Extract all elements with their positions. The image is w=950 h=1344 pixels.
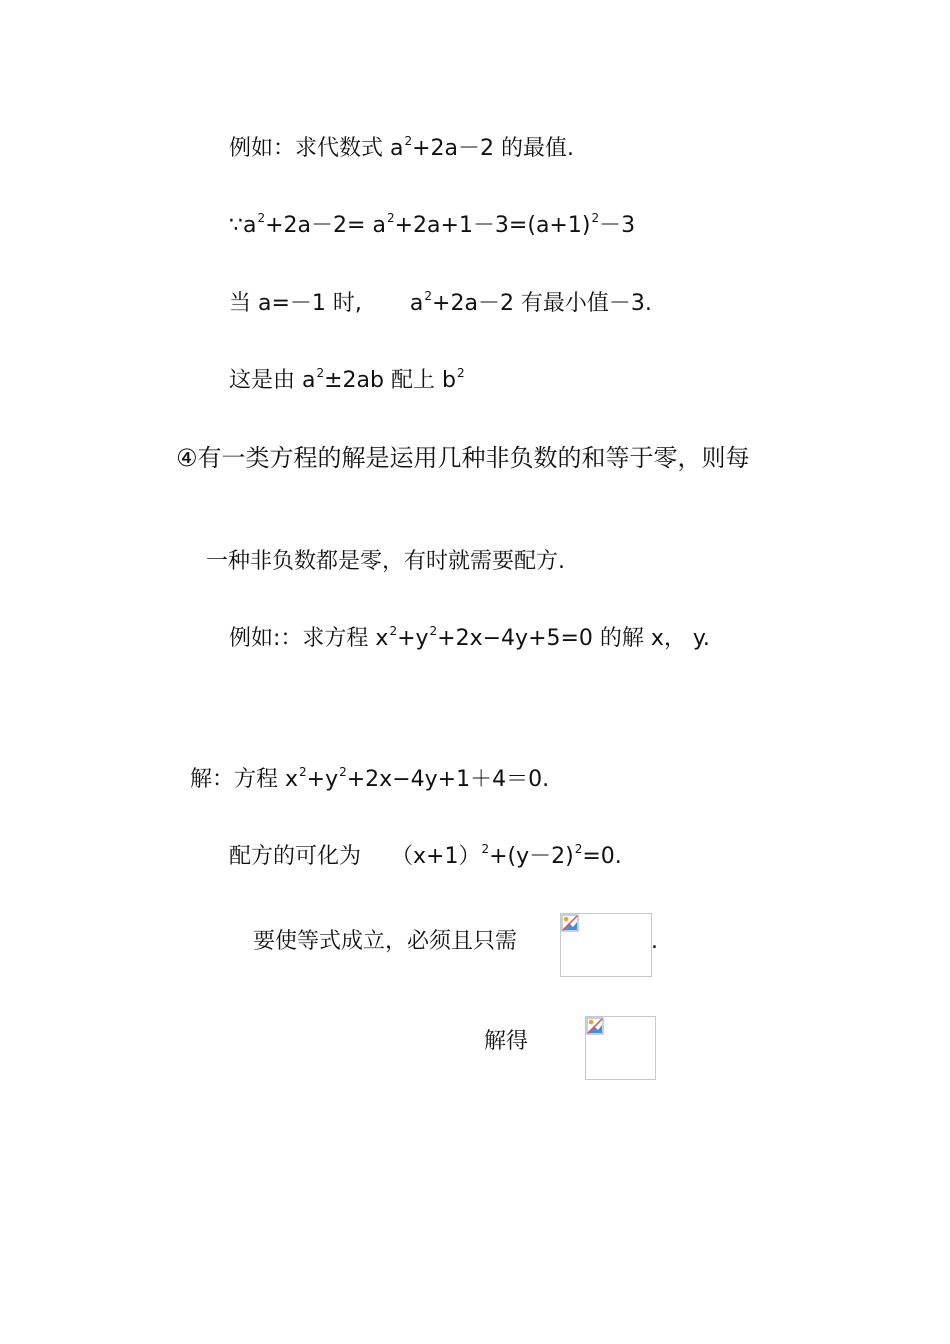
text: +y bbox=[306, 767, 339, 792]
text: 当 a=－1 时, bbox=[229, 291, 362, 316]
text: =0. bbox=[582, 844, 622, 869]
text: 例如:：求方程 x bbox=[229, 626, 389, 651]
text: ∵a bbox=[229, 213, 257, 238]
superscript: 2 bbox=[481, 842, 490, 856]
text: +2a－2= a bbox=[265, 213, 386, 238]
superscript: 2 bbox=[386, 211, 395, 225]
text: +2x−4y+1＋4＝0. bbox=[346, 767, 550, 792]
text: 一种非负数都是零，有时就需要配方. bbox=[206, 549, 565, 574]
superscript: 2 bbox=[574, 842, 583, 856]
superscript: 2 bbox=[404, 134, 413, 148]
superscript: 2 bbox=[429, 624, 438, 638]
text: +(y－2) bbox=[489, 844, 574, 869]
example-2-line bbox=[229, 624, 710, 656]
superscript: 2 bbox=[591, 211, 600, 225]
broken-image-icon bbox=[586, 1017, 604, 1035]
equation-image-placeholder bbox=[560, 913, 652, 977]
broken-image-icon bbox=[561, 914, 579, 932]
text: +2a－2 的最值. bbox=[412, 136, 575, 161]
text: ④有一类方程的解是运用几种非负数的和等于零，则每 bbox=[176, 444, 750, 472]
text: （x+1） bbox=[391, 844, 481, 869]
text: 例如：求代数式 a bbox=[229, 136, 404, 161]
text: a bbox=[409, 291, 424, 316]
text: +2x−4y+5=0 的解 x， y. bbox=[437, 626, 710, 651]
point-4-continuation bbox=[206, 547, 565, 577]
explanation-line bbox=[229, 366, 465, 398]
text: ±2ab 配上 b bbox=[324, 368, 456, 393]
superscript: 2 bbox=[257, 211, 266, 225]
superscript: 2 bbox=[389, 624, 398, 638]
superscript: 2 bbox=[299, 765, 307, 779]
superscript: 2 bbox=[424, 289, 433, 303]
superscript: 2 bbox=[339, 765, 347, 779]
completing-square-line bbox=[229, 842, 622, 874]
superscript: 2 bbox=[456, 366, 465, 380]
text: 要使等式成立，必须且只需 bbox=[253, 929, 518, 954]
text: . bbox=[651, 929, 658, 954]
text: 解得 bbox=[484, 1029, 529, 1054]
solution-line bbox=[190, 765, 549, 797]
text: +2a－2 有最小值－3. bbox=[432, 291, 652, 316]
result-line bbox=[484, 1027, 528, 1057]
example-1-line bbox=[229, 134, 574, 166]
superscript: 2 bbox=[316, 366, 325, 380]
minimum-value-line bbox=[229, 289, 652, 321]
text: +y bbox=[397, 626, 429, 651]
text: 配方的可化为 bbox=[229, 844, 362, 869]
derivation-line bbox=[229, 211, 635, 243]
point-4-heading bbox=[176, 443, 750, 473]
text: 解：方程 x bbox=[190, 767, 299, 792]
period bbox=[651, 927, 658, 957]
condition-line bbox=[253, 927, 517, 957]
text: +2a+1－3=(a+1) bbox=[394, 213, 591, 238]
text: 这是由 a bbox=[229, 368, 316, 393]
text: －3 bbox=[599, 213, 636, 238]
solution-image-placeholder bbox=[585, 1016, 656, 1080]
